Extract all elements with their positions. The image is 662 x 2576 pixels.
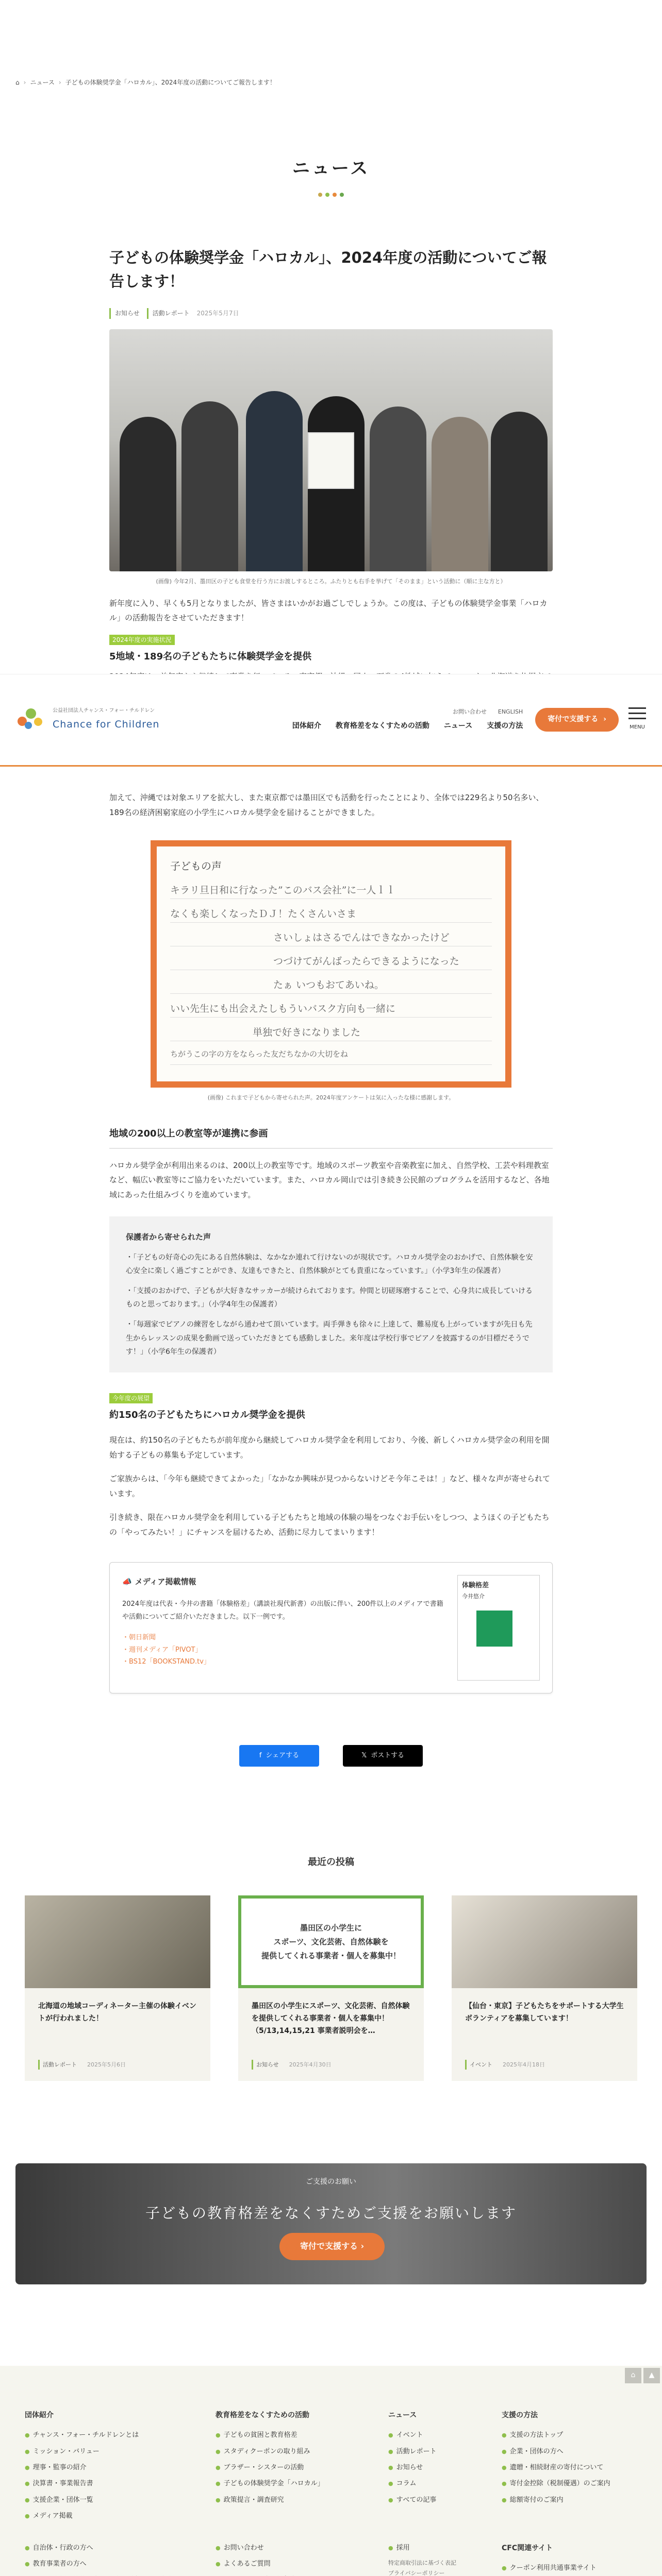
- footer-link[interactable]: お問い合わせ: [223, 2544, 264, 2552]
- cta-subtitle: ご支援のお願い: [306, 2178, 356, 2187]
- footer-col-recruit: [388, 2542, 502, 2576]
- footer-col-related: [502, 2542, 597, 2576]
- cta-donate-button[interactable]: 寄付で支援する ›: [279, 2233, 385, 2260]
- footer-link[interactable]: スタディクーポンの取り組み: [223, 2447, 310, 2455]
- intro-text: 新年度に入り、早くも5月となりましたが、皆さまはいかがお過ごしでしょうか。この度は、子どもの体験奨学金事業「ハロカル」の活動報告をさせていただきます！: [109, 598, 548, 623]
- footer-link[interactable]: イベント: [396, 2431, 423, 2439]
- footer-sub-link[interactable]: プライバシーポリシー: [388, 2569, 445, 2576]
- facebook-share-button[interactable]: f シェアする: [239, 1745, 319, 1767]
- logo-org: 公益社団法人チャンス・フォー・チルドレン: [53, 707, 155, 714]
- menu-button[interactable]: [628, 707, 647, 732]
- hero-photo: [109, 329, 553, 571]
- post-card[interactable]: [452, 1895, 637, 2081]
- footer-link[interactable]: チャンス・フォー・チルドレンとは: [32, 2431, 139, 2439]
- donation-banner: [15, 2163, 647, 2284]
- site-logo[interactable]: [15, 706, 159, 733]
- breadcrumb-current: 子どもの体験奨学金「ハロカル」、2024年度の活動についてご報告します！: [65, 79, 276, 86]
- voice-line: さいしょはさるでんはできなかったけど: [170, 923, 492, 946]
- children-voice-image: [151, 840, 511, 1088]
- tag-notice[interactable]: お知らせ: [109, 308, 140, 319]
- footer-heading: 支援の方法: [502, 2411, 538, 2419]
- post-date: 2025年4月18日: [503, 2061, 545, 2068]
- footer-link[interactable]: 子どもの体験奨学金「ハロカル」: [223, 2480, 324, 2488]
- media-link[interactable]: BS12「BOOKSTAND.tv」: [129, 1658, 210, 1666]
- footer-col-audience: [25, 2542, 216, 2576]
- post-thumbnail: [452, 1895, 637, 1988]
- footer-link[interactable]: 支援企業・団体一覧: [32, 2496, 93, 2504]
- recent-title: 最近の投稿: [308, 1857, 354, 1868]
- post-date: 2025年5月6日: [87, 2061, 126, 2068]
- nav-support[interactable]: 支援の方法: [487, 722, 523, 731]
- footer-col-support: [502, 2409, 610, 2527]
- footer-link[interactable]: 教育事業者の方へ: [32, 2560, 87, 2568]
- breadcrumb-news[interactable]: ニュース: [30, 79, 55, 86]
- post-thumbnail: 墨田区の小学生に スポーツ、文化芸術、自然体験を 提供してくれる事業者・個人を募集中！: [238, 1895, 424, 1988]
- footer-sub-link[interactable]: 特定商取引法に基づく表記: [388, 2559, 456, 2566]
- voice-heading: 子どもの声: [170, 860, 222, 873]
- menu-label: MENU: [630, 724, 645, 730]
- certificate: [308, 432, 354, 489]
- english-link[interactable]: ENGLISH: [498, 708, 523, 715]
- footer-link[interactable]: 理事・監事の紹介: [32, 2463, 87, 2471]
- footer-heading: 教育格差をなくすための活動: [216, 2411, 309, 2419]
- footer-heading: 団体紹介: [25, 2411, 54, 2419]
- post-title: 墨田区の小学生にスポーツ、文化芸術、自然体験を提供してくれる事業者・個人を募集中！（5/13,14,15,21 事業者説明会を…: [252, 2002, 410, 2036]
- quote-item: ・「子どもの好奇心の先にある自然体験は、なかなか連れて行けないのが現状です。ハロカル奨学金のおかげで、自然体験を安心安全に楽しく過ごすことができ、友達もできたと、自然体験がとても貴重になっています。」（小学3年生の保護者）: [126, 1253, 533, 1276]
- section-text: 現在は、約150名の子どもたちが前年度から継続してハロカル奨学金を利用しており、今後、新しくハロカル奨学金の利用を開始する子どもの募集も予定しています。: [109, 1435, 550, 1460]
- footer-col-about: [25, 2409, 216, 2527]
- x-icon: 𝕏: [361, 1752, 367, 1760]
- article-title: 子どもの体験奨学金「ハロカル」、2024年度の活動についてご報告します！: [109, 248, 547, 291]
- decorative-dots: [0, 193, 662, 197]
- footer-link[interactable]: 寄付金控除（税制優遇）のご案内: [509, 2480, 610, 2488]
- media-title: 📣 メディア掲載情報: [122, 1577, 196, 1587]
- post-tag: 活動レポート: [38, 2060, 77, 2070]
- share-buttons: [109, 1745, 553, 1767]
- footer-link[interactable]: 活動レポート: [396, 2447, 437, 2455]
- section-title: 約150名の子どもたちにハロカル奨学金を提供: [109, 1409, 305, 1420]
- voice-line: つづけてがんばったらできるようになった: [170, 946, 492, 970]
- home-icon[interactable]: ⌂: [625, 2368, 641, 2383]
- footer-link[interactable]: コラム: [396, 2480, 417, 2488]
- post-card[interactable]: [25, 1895, 210, 2081]
- cta-title: 子どもの教育格差をなくすためご支援をお願いします: [145, 2205, 517, 2222]
- footer-link[interactable]: 子どもの貧困と教育格差: [223, 2431, 297, 2439]
- post-card[interactable]: [238, 1895, 424, 2081]
- logo-icon: [15, 706, 46, 733]
- footer-link[interactable]: ミッション・バリュー: [32, 2447, 100, 2455]
- facebook-icon: f: [259, 1752, 262, 1760]
- post-date: 2025年4月30日: [289, 2061, 332, 2068]
- footer-link[interactable]: 採用: [396, 2544, 410, 2552]
- voice-line: なくも楽しくなったＤＪ！たくさんいさま: [170, 899, 492, 923]
- nav-activities[interactable]: 教育格差をなくすための活動: [335, 722, 429, 731]
- post-tag: イベント: [465, 2060, 492, 2070]
- post-tag: お知らせ: [252, 2060, 279, 2070]
- footer-link[interactable]: 政策提言・調査研究: [223, 2496, 284, 2504]
- footer-col-activities: [216, 2409, 388, 2527]
- book-author: 今井悠介: [462, 1593, 485, 1600]
- megaphone-icon: 📣: [122, 1577, 132, 1587]
- voice-line: キラリ旦日和に行なった”このバス会社”に一人ｌｌ: [170, 875, 492, 899]
- voice-line: ちがうこの字の方をならった友だちなかの大切をね: [170, 1041, 492, 1065]
- footer-link[interactable]: お知らせ: [396, 2463, 423, 2471]
- breadcrumb-separator: ›: [58, 79, 61, 86]
- footer-link[interactable]: よくあるご質問: [223, 2560, 271, 2568]
- quote-item: ・「支援のおかげで、子どもが大好きなサッカーが続けられております。仲間と切磋琢磨することで、心身共に成長していけるものと思っております。」（小学4年生の保護者）: [126, 1286, 533, 1309]
- site-header: [0, 674, 662, 767]
- voice-line: いい先生にも出会えたしもういバスク方向も一緒に: [170, 994, 492, 1018]
- footer-heading: CFC関連サイト: [502, 2544, 553, 2552]
- contact-link[interactable]: お問い合わせ: [452, 708, 487, 715]
- section-label: 今年度の展望: [109, 1393, 153, 1403]
- page-title: ニュース: [292, 158, 370, 179]
- section-label: 2024年度の実施状況: [109, 635, 175, 645]
- breadcrumb-separator: ›: [23, 79, 26, 86]
- nav-about[interactable]: 団体紹介: [292, 722, 321, 731]
- page-heading-block: [0, 153, 662, 197]
- quote-title: 保護者から寄せられた声: [126, 1232, 211, 1242]
- footer-link[interactable]: クーポン利用共通事業サイト: [509, 2564, 597, 2572]
- book-cover: [457, 1575, 540, 1681]
- post-thumbnail: [25, 1895, 210, 1988]
- footer-link[interactable]: すべての記事: [396, 2496, 437, 2504]
- post-title: 【仙台・東京】子どもたちをサポートする大学生ボランティアを募集しています！: [465, 2002, 624, 2023]
- hero-caption: (画像) 今年2月、墨田区の子ども食堂を行う方にお渡しするところ。ふたりとも右手を挙げて「そのまま」という活動に（順に主な方と）: [156, 578, 506, 585]
- quote-item: ・「毎週家でピアノの練習をしながら通わせて頂いています。両手弾きも徐々に上達して、難易度も上がっていますが先日も先生からレッスンの成果を動画で送っていただきとても感動しました。来年度は学校行事でピアノを披露するのが目標だそうです！」（小学6年生の保護者）: [126, 1320, 533, 1357]
- footer-link[interactable]: 遺贈・相続財産の寄付について: [509, 2463, 604, 2471]
- media-text: 2024年度は代表・今井の書籍「体験格差」（講談社現代新書）の出版に伴い、200件以上のメディアで書籍や活動についてご紹介いただきました。以下一例です。: [122, 1600, 443, 1621]
- logo-name: Chance for Children: [53, 718, 160, 730]
- footer-link[interactable]: メディア掲載: [32, 2512, 73, 2520]
- footer-link[interactable]: ブラザー・シスターの活動: [223, 2463, 304, 2471]
- chevron-right-icon: ›: [603, 715, 606, 724]
- voice-line: たぁ いつもおてあいね。: [170, 970, 492, 994]
- tag-report[interactable]: 活動レポート: [147, 308, 190, 319]
- footer-heading: ニュース: [388, 2411, 417, 2419]
- breadcrumb: [0, 0, 662, 89]
- media-link[interactable]: 週刊メディア「PIVOT」: [129, 1646, 202, 1654]
- voice-caption: (画像) これまで子どもから寄せられた声。2024年度アンケートは気に入ったな様に感謝します。: [207, 1094, 455, 1101]
- footer-link[interactable]: 自治体・行政の方へ: [32, 2544, 93, 2552]
- media-link[interactable]: 朝日新聞: [129, 1634, 156, 1642]
- article: [109, 246, 553, 1767]
- recent-posts: [0, 1854, 662, 2081]
- article-date: 2025年5月7日: [196, 309, 239, 317]
- x-post-button[interactable]: 𝕏 ポストする: [343, 1745, 423, 1767]
- site-footer: [0, 2366, 662, 2576]
- section-title: 地域の200以上の教室等が連携に参画: [109, 1126, 553, 1148]
- home-icon[interactable]: ⌂: [15, 79, 20, 86]
- book-title: 体験格差: [462, 1582, 489, 1590]
- voice-line: 単独で好きになりました: [170, 1018, 492, 1041]
- footer-link[interactable]: 支援の方法トップ: [509, 2431, 564, 2439]
- section-title: 5地域・189名の子どもたちに体験奨学金を提供: [109, 651, 312, 662]
- media-box: [109, 1562, 553, 1693]
- back-to-top-button[interactable]: ▲: [643, 2368, 660, 2383]
- footer-link[interactable]: 企業・団体の方へ: [509, 2447, 564, 2455]
- footer-col-news: [388, 2409, 502, 2527]
- section-text: 引き続き、限在ハロカル奨学金を利用している子どもたちと地域の体験の場をつなぐお手伝いをしつつ、ようほくの子どもたちの「やってみたい！」にチャンスを届けるため、活動に尽力してまいります！: [109, 1513, 550, 1537]
- header-donate-button[interactable]: 寄付で支援する ›: [535, 708, 619, 731]
- article-meta: [109, 308, 553, 319]
- parent-voice-box: [109, 1216, 553, 1372]
- global-nav: [292, 720, 523, 733]
- section-text: ハロカル奨学金が利用出来るのは、200以上の教室等です。地域のスポーツ教室や音楽教室に加え、自然学校、工芸や料理教室など、幅広い教室等にご協力をいただいています。また、ハロカル岡山では引き続き公民館のプログラムを活用するなど、各地域にあった仕組みづくりを進めています。: [109, 1160, 550, 1199]
- nav-news[interactable]: ニュース: [443, 722, 473, 731]
- footer-link[interactable]: 総額寄付のご案内: [509, 2496, 564, 2504]
- post-title: 北海道の地域コーディネーター主催の体験イベントが行われました！: [38, 2002, 196, 2023]
- section-text: 加えて、沖縄では対象エリアを拡大し、また東京都では墨田区でも活動を行ったことにより、全体では229名より50名多い、189名の経済困窮家庭の小学生にハロカル奨学金を届けることができました。: [109, 793, 544, 817]
- footer-link[interactable]: 決算書・事業報告書: [32, 2480, 93, 2488]
- footer-col-help: [216, 2542, 388, 2576]
- section-text: ご家族からは、「今年も継続できてよかった」「なかなか興味が見つからないけどそ今年こそは！」など、様々な声が寄せられています。: [109, 1474, 551, 1498]
